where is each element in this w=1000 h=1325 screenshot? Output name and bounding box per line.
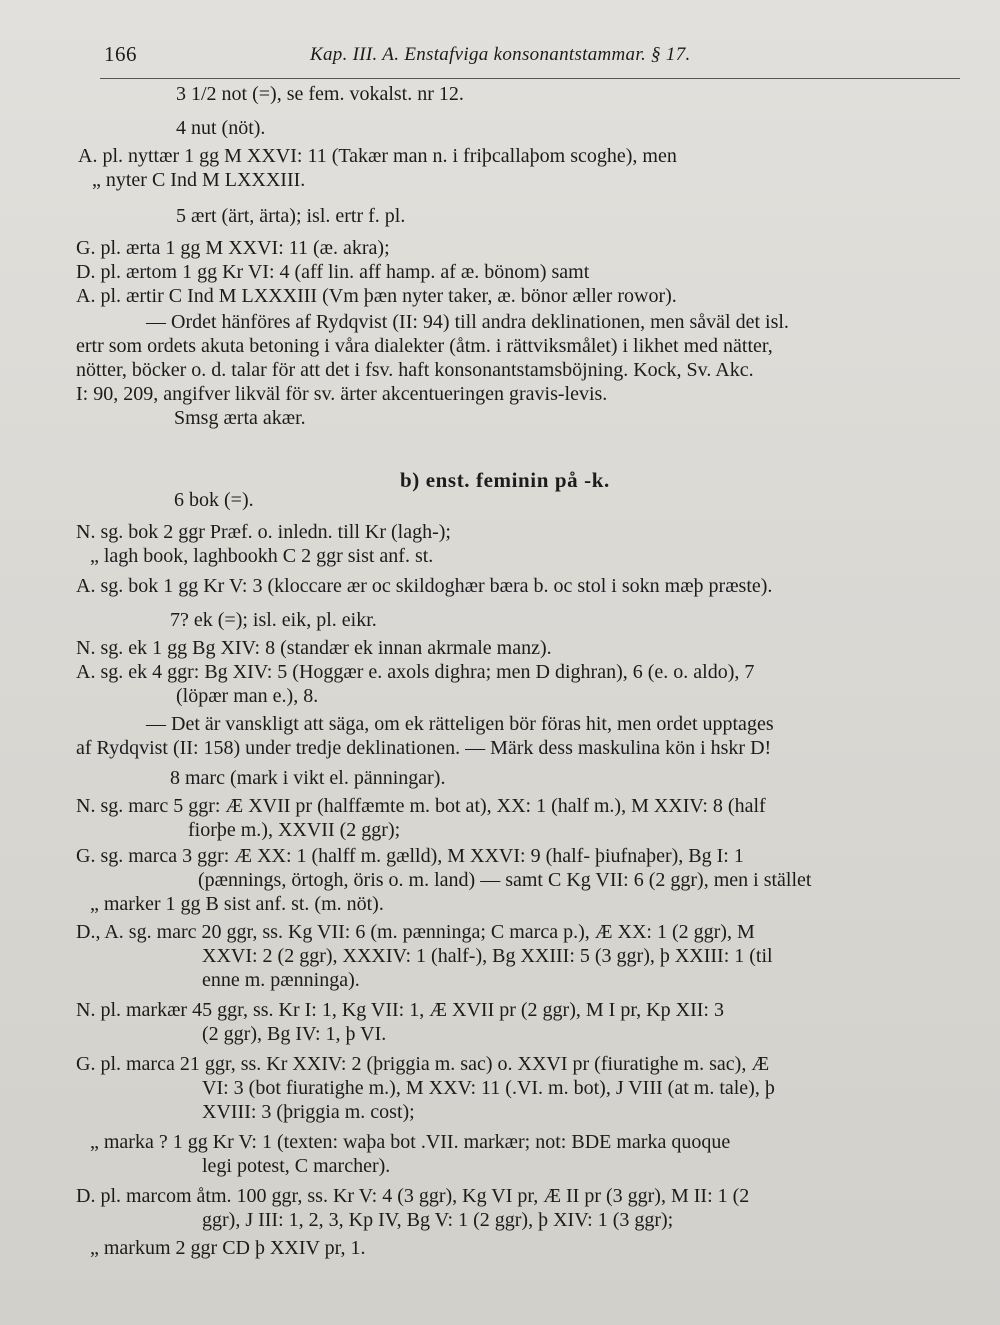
text-line: ggr), J III: 1, 2, 3, Kp IV, Bg V: 1 (2 ggr), þ XIV: 1 (3 ggr); [202, 1209, 674, 1231]
text-line: 6 bok (=). [174, 489, 254, 511]
text-line: VI: 3 (bot fiuratighe m.), M XXV: 11 (.VI. m. bot), J VIII (at m. tale), þ [202, 1077, 775, 1099]
text-line: „ markum 2 ggr CD þ XXIV pr, 1. [90, 1237, 366, 1259]
text-line: enne m. pænninga). [202, 969, 360, 991]
text-line: XVIII: 3 (þriggia m. cost); [202, 1101, 415, 1123]
text-line: „ lagh book, laghbookh C 2 ggr sist anf. st. [90, 545, 434, 567]
running-head: Kap. III. A. Enstafviga konsonantstammar. § 17. [310, 44, 691, 65]
text-line: G. pl. marca 21 ggr, ss. Kr XXIV: 2 (þriggia m. sac) o. XXVI pr (fiuratighe m. sac), Æ [76, 1053, 770, 1075]
text-line: (löpær man e.), 8. [176, 685, 319, 707]
text-line: G. pl. ærta 1 gg M XXVI: 11 (æ. akra); [76, 237, 390, 259]
text-line: (2 ggr), Bg IV: 1, þ VI. [202, 1023, 387, 1045]
text-line: D. pl. marcom åtm. 100 ggr, ss. Kr V: 4 (3 ggr), Kg VI pr, Æ II pr (3 ggr), M II: 1 (2 [76, 1185, 750, 1207]
text-line: N. sg. marc 5 ggr: Æ XVII pr (halffæmte m. bot at), XX: 1 (half m.), M XXIV: 8 (half [76, 795, 766, 817]
text-line: — Ordet hänföres af Rydqvist (II: 94) till andra deklinationen, men såväl det isl. [146, 311, 789, 333]
text-line: A. sg. bok 1 gg Kr V: 3 (kloccare ær oc skildoghær bæra b. oc stol i sokn mæþ præste). [76, 575, 773, 597]
text-line: 3 1/2 not (=), se fem. vokalst. nr 12. [176, 83, 464, 105]
text-line: 5 ært (ärt, ärta); isl. ertr f. pl. [176, 205, 406, 227]
text-line: — Det är vanskligt att säga, om ek rätteligen bör föras hit, men ordet upptages [146, 713, 774, 735]
text-line: fiorþe m.), XXVII (2 ggr); [188, 819, 401, 841]
page-number: 166 [104, 42, 137, 66]
text-line: A. pl. nyttær 1 gg M XXVI: 11 (Takær man n. i friþcallaþom scoghe), men [78, 145, 677, 167]
text-line: Smsg ærta akær. [174, 407, 306, 429]
text-line: 8 marc (mark i vikt el. pänningar). [170, 767, 446, 789]
text-line: I: 90, 209, angifver likväl för sv. ärter akcentueringen gravis-levis. [76, 383, 608, 405]
text-line: G. sg. marca 3 ggr: Æ XX: 1 (halff m. gælld), M XXVI: 9 (half- þiufnaþer), Bg I: 1 [76, 845, 744, 867]
text-line: A. sg. ek 4 ggr: Bg XIV: 5 (Hoggær e. axols dighra; men D dighran), 6 (e. o. aldo), 7 [76, 661, 755, 683]
text-line: nötter, böcker o. d. talar för att det i fsv. haft konsonantstamsböjning. Kock, Sv. Akc. [76, 359, 754, 381]
text-line: ertr som ordets akuta betoning i våra dialekter (åtm. i rättviksmålet) i likhet med nätter, [76, 335, 773, 357]
text-line: N. sg. bok 2 ggr Præf. o. inledn. till Kr (lagh-); [76, 521, 451, 543]
text-line: „ marka ? 1 gg Kr V: 1 (texten: waþa bot .VII. markær; not: BDE marka quoque [90, 1131, 731, 1153]
text-line: N. pl. markær 45 ggr, ss. Kr I: 1, Kg VII: 1, Æ XVII pr (2 ggr), M I pr, Kp XII: 3 [76, 999, 724, 1021]
text-line: D., A. sg. marc 20 ggr, ss. Kg VII: 6 (m. pænninga; C marca p.), Æ XX: 1 (2 ggr), M [76, 921, 755, 943]
text-line: (pænnings, örtogh, öris o. m. land) — samt C Kg VII: 6 (2 ggr), men i stället [198, 869, 812, 891]
text-line: af Rydqvist (II: 158) under tredje deklinationen. — Märk dess maskulina kön i hskr D! [76, 737, 772, 759]
text-line: A. pl. ærtir C Ind M LXXXIII (Vm þæn nyter taker, æ. bönor æller rowor). [76, 285, 677, 307]
text-line: 4 nut (nöt). [176, 117, 266, 139]
text-line: N. sg. ek 1 gg Bg XIV: 8 (standær ek innan akrmale manz). [76, 637, 552, 659]
text-line: legi potest, C marcher). [202, 1155, 391, 1177]
text-line: XXVI: 2 (2 ggr), XXXIV: 1 (half-), Bg XXIII: 5 (3 ggr), þ XXIII: 1 (til [202, 945, 773, 967]
text-line: D. pl. ærtom 1 gg Kr VI: 4 (aff lin. aff hamp. af æ. bönom) samt [76, 261, 590, 283]
text-line: „ marker 1 gg B sist anf. st. (m. nöt). [90, 893, 384, 915]
page-header [100, 38, 960, 79]
text-line: 7? ek (=); isl. eik, pl. eikr. [170, 609, 377, 631]
section-subheading: b) enst. feminin på -k. [400, 468, 610, 492]
text-line: „ nyter C Ind M LXXXIII. [92, 169, 306, 191]
